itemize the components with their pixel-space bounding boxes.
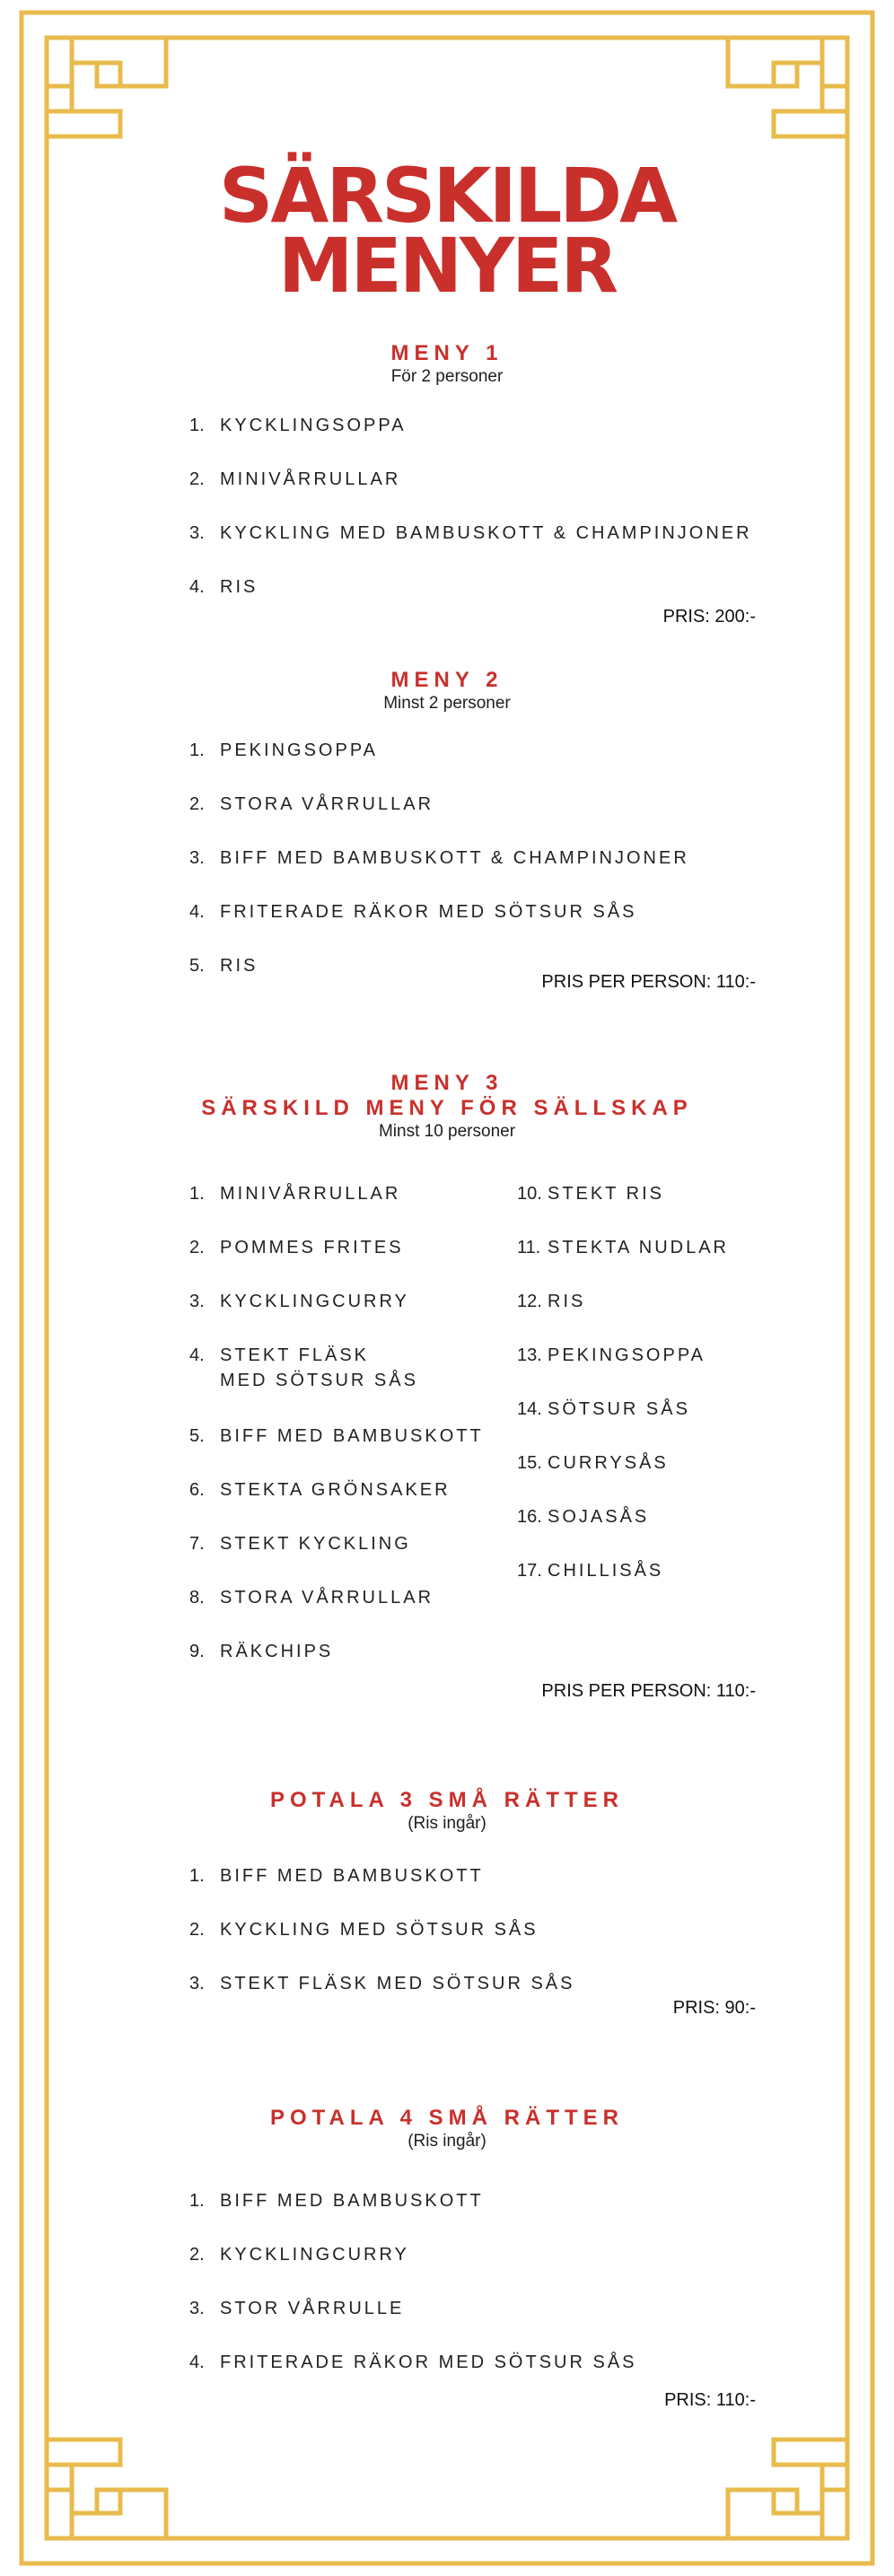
- page-title-line2: MENYER: [277, 222, 617, 310]
- list-item: 2. KYCKLINGCURRY: [189, 2245, 409, 2265]
- list-item: 4. STEKT FLÄSK MED SÖTSUR SÅS: [189, 1345, 418, 1390]
- menu-5-heading: POTALA 4 SMÅ RÄTTER: [270, 2106, 624, 2130]
- menu-2-price: PRIS PER PERSON: 110:-: [541, 972, 756, 992]
- list-item: 3. BIFF MED BAMBUSKOTT & CHAMPINJONER: [189, 848, 689, 868]
- menu-4-price: PRIS: 90:-: [672, 1998, 756, 2018]
- list-item: 14. SÖTSUR SÅS: [517, 1399, 690, 1419]
- menu-4-section: [0, 1788, 894, 1835]
- list-item: 2. POMMES FRITES: [189, 1238, 404, 1257]
- list-item: 3. KYCKLINGCURRY: [189, 1292, 409, 1311]
- list-item: 2. STORA VÅRRULLAR: [189, 794, 434, 814]
- list-item: 17. CHILLISÅS: [517, 1561, 664, 1581]
- menu-4-subtitle: (Ris ingår): [408, 1814, 486, 1833]
- list-item: 10. STEKT RIS: [517, 1184, 664, 1204]
- list-item: 15. CURRYSÅS: [517, 1453, 669, 1473]
- list-item: 1. PEKINGSOPPA: [189, 740, 379, 760]
- list-item: 3. STOR VÅRRULLE: [189, 2299, 405, 2318]
- list-item: 1. BIFF MED BAMBUSKOTT: [189, 2191, 484, 2211]
- list-item: 16. SOJASÅS: [517, 1507, 650, 1527]
- menu-1-section: [0, 341, 894, 388]
- page-title-line1: SÄRSKILDA: [218, 152, 676, 240]
- list-item: 4. RIS: [189, 577, 259, 597]
- menu-2-heading: MENY 2: [390, 668, 504, 692]
- menu-5-price: PRIS: 110:-: [664, 2390, 756, 2410]
- list-item: 4. FRITERADE RÄKOR MED SÖTSUR SÅS: [189, 2353, 637, 2372]
- list-item: 1. BIFF MED BAMBUSKOTT: [189, 1866, 484, 1886]
- list-item: 8. STORA VÅRRULLAR: [189, 1588, 434, 1608]
- list-item: 5. RIS: [189, 956, 259, 976]
- menu-1-price: PRIS: 200:-: [662, 607, 756, 626]
- list-item: 3. STEKT FLÄSK MED SÖTSUR SÅS: [189, 1974, 575, 1993]
- menu-4-heading: POTALA 3 SMÅ RÄTTER: [270, 1788, 624, 1812]
- list-item: 6. STEKTA GRÖNSAKER: [189, 1480, 451, 1500]
- menu-3-heading: MENY 3: [390, 1071, 504, 1095]
- list-item: 3. KYCKLING MED BAMBUSKOTT & CHAMPINJONER: [189, 523, 752, 543]
- menu-3-price: PRIS PER PERSON: 110:-: [541, 1681, 756, 1701]
- menu-5-subtitle: (Ris ingår): [408, 2132, 486, 2151]
- menu-3-subtitle: Minst 10 personer: [378, 1122, 516, 1141]
- list-item: 11. STEKTA NUDLAR: [517, 1238, 729, 1257]
- menu-5-section: [0, 2106, 894, 2152]
- list-item: 5. BIFF MED BAMBUSKOTT: [189, 1426, 484, 1446]
- list-item: 2. KYCKLING MED SÖTSUR SÅS: [189, 1920, 539, 1940]
- menu-2-subtitle: Minst 2 personer: [383, 694, 511, 713]
- list-item: 7. STEKT KYCKLING: [189, 1534, 411, 1554]
- menu-1-subtitle: För 2 personer: [390, 367, 504, 386]
- menu-3-section: [0, 1071, 894, 1143]
- list-item: 2. MINIVÅRRULLAR: [189, 469, 401, 489]
- menu-3-heading-2: SÄRSKILD MENY FÖR SÄLLSKAP: [201, 1096, 693, 1120]
- menu-2-section: [0, 668, 894, 714]
- list-item: 4. FRITERADE RÄKOR MED SÖTSUR SÅS: [189, 902, 637, 922]
- list-item: 13. PEKINGSOPPA: [517, 1345, 706, 1365]
- list-item: 9. RÄKCHIPS: [189, 1642, 334, 1661]
- menu-1-heading: MENY 1: [390, 341, 504, 365]
- list-item: 1. KYCKLINGSOPPA: [189, 416, 407, 435]
- list-item: 1. MINIVÅRRULLAR: [189, 1184, 401, 1204]
- list-item: 12. RIS: [517, 1292, 586, 1311]
